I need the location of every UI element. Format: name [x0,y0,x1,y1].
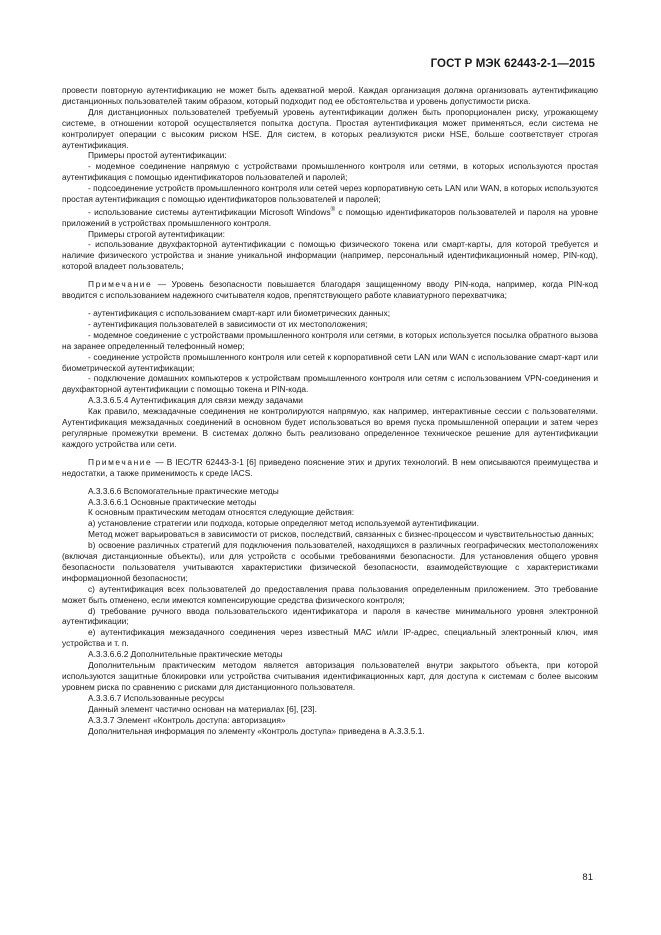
list-item: с) аутентификация всех пользователей до предоставления права пользования определенным приложением. Это требование может быть отменено, если имеются компенсирующие средства физического контроля; [62,583,598,605]
section-heading: А.3.3.6.7 Использованные ресурсы [88,692,224,703]
paragraph: Данный элемент частично основан на материалах [6], [23]. [88,703,317,714]
note: Примечание — В IEC/TR 62443-3-1 [6] приведено пояснение этих и других технологий. В нем описываются преимущества и недостатки, а также применимость к среде IACS. [62,456,598,478]
list-item: е) аутентификация межзадачного соединения через известный МАС и/или IP-адрес, специальный электронный ключ, имя устройства и т. п. [62,627,598,649]
section-heading: А.3.3.6.6.1 Основные практические методы [88,496,257,507]
list-item: - аутентификация с использованием смарт-карт или биометрических данных; [88,308,391,318]
list-item: - аутентификация пользователей в зависимости от их местоположения; [88,318,368,329]
registered-mark: ® [330,206,336,213]
section-heading: А.3.3.7 Элемент «Контроль доступа: авторизация» [88,714,286,725]
paragraph: провести повторную аутентификацию не может быть адекватной мерой. Каждая организация должна организовать аутентификацию дистанционных пользователей таким образом, который подходит под ее обстоятельства и уровень допустимости риска. [62,85,598,106]
list-item: - модемное соединение с устройствами промышленного контроля или сетями, в которых используется посылка обратного вызова на заранее определенный телефонный номер; [62,329,598,351]
paragraph: Примеры строгой аутентификации: [88,228,225,239]
note-label: Примечание [88,456,153,467]
list-item: а) установление стратегии или подхода, которые определяют метод используемой аутентификации. [88,518,479,529]
paragraph: Дополнительная информация по элементу «Контроль доступа» приведена в А.3.3.5.1. [88,725,425,736]
paragraph: Дополнительным практическим методом является авторизация пользователей внутри закрытого объекта, при которой используются защитные блокировки или устройства считывания идентификационных карт, для доступа к системам с более высоким уровнем риска по сравнению с рисками для дистанционного пользователя. [62,660,598,692]
list-item: d) требование ручного ввода пользовательского идентификатора и пароля в качестве минимального уровня электронной аутентификации; [62,605,598,627]
list-item: b) освоение различных стратегий для подключения пользователей, находящихся в различных географических местоположениях (включая дистанционные объекты), или для устройств с особыми требованиями безопасности. Для установления общего уровня безопасности пользователя учитываются характеристики физической безопасности, взаимодействующие с характеристиками информационной безопасности; [62,540,598,583]
section-heading: А.3.3.6.6 Вспомогательные практические методы [88,485,279,496]
list-item: - подсоединение устройств промышленного контроля или сетей через корпоративную сеть LAN или WAN, в которых используются простая аутентификация с помощью идентификаторов пользователей и паролей; [62,183,598,205]
paragraph: К основным практическим методам относятся следующие действия: [88,507,355,518]
list-item: - использование двухфакторной аутентификации с помощью физического токена или смарт-карты, для которой требуется и наличие физического устройства и знание уникальной информации (например, персональный идентификационный номер, PIN-код), которой владеет пользователь; [62,239,598,272]
note: Примечание — Уровень безопасности повышается благодаря защищенному вводу PIN-кода, например, когда PIN-код вводится с использованием надежного считывателя кодов, препятствующего работе клавиатурного перехватчика; [62,279,598,301]
paragraph: Для дистанционных пользователей требуемый уровень аутентификации должен быть пропорционален риску, угрожающему системе, в отношении которой осуществляется попытка доступа. Простая аутентификация может применяться, если система не контролирует операции с высоким риском HSE. Для систем, в которых реализуются риски HSE, больше соответствует строгая аутентификация. [62,106,598,150]
list-item: - модемное соединение напрямую с устройствами промышленного контроля или сетями, в которых используются простая аутентификация с помощью идентификаторов пользователей и паролей; [62,161,598,183]
section-heading: А.3.3.6.5.4 Аутентификация для связи между задачами [88,395,303,406]
section-heading: А.3.3.6.6.2 Дополнительные практические методы [88,649,283,660]
document-body [62,85,598,736]
note-label: Примечание [88,279,153,290]
paragraph: Метод может варьироваться в зависимости от рисков, последствий, связанных с бизнес-процессом и чувствительностью данных; [88,529,594,540]
page-number: 81 [582,872,593,883]
paragraph: Примеры простой аутентификации: [88,150,227,161]
list-item: - соединение устройств промышленного контроля или сетей к корпоративной сети LAN или WAN с использование смарт-карт или биометрической аутентификации; [62,351,598,373]
paragraph: Как правило, межзадачные соединения не контролируются напрямую, как например, интерактивные сессии с пользователями. Аутентификация межзадачных соединений в основном будет использоваться во время пуска промышленной операции и затем через регулярные промежутки времени. В системах должно быть реализовано определенное техническое решение для аутентификации каждого устройства или сети. [62,406,598,449]
list-item: - использование системы аутентификации Microsoft Windows® с помощью идентификаторов пользователей и пароля на уровне приложений в устройствах промышленного контроля. [62,206,598,228]
list-item: - подключение домашних компьютеров к устройствам промышленного контроля или сетям с использованием VPN-соединения и двухфакторной аутентификации с помощью токена и PIN-кода. [62,373,598,395]
standard-header: ГОСТ Р МЭК 62443-2-1—2015 [430,58,595,70]
